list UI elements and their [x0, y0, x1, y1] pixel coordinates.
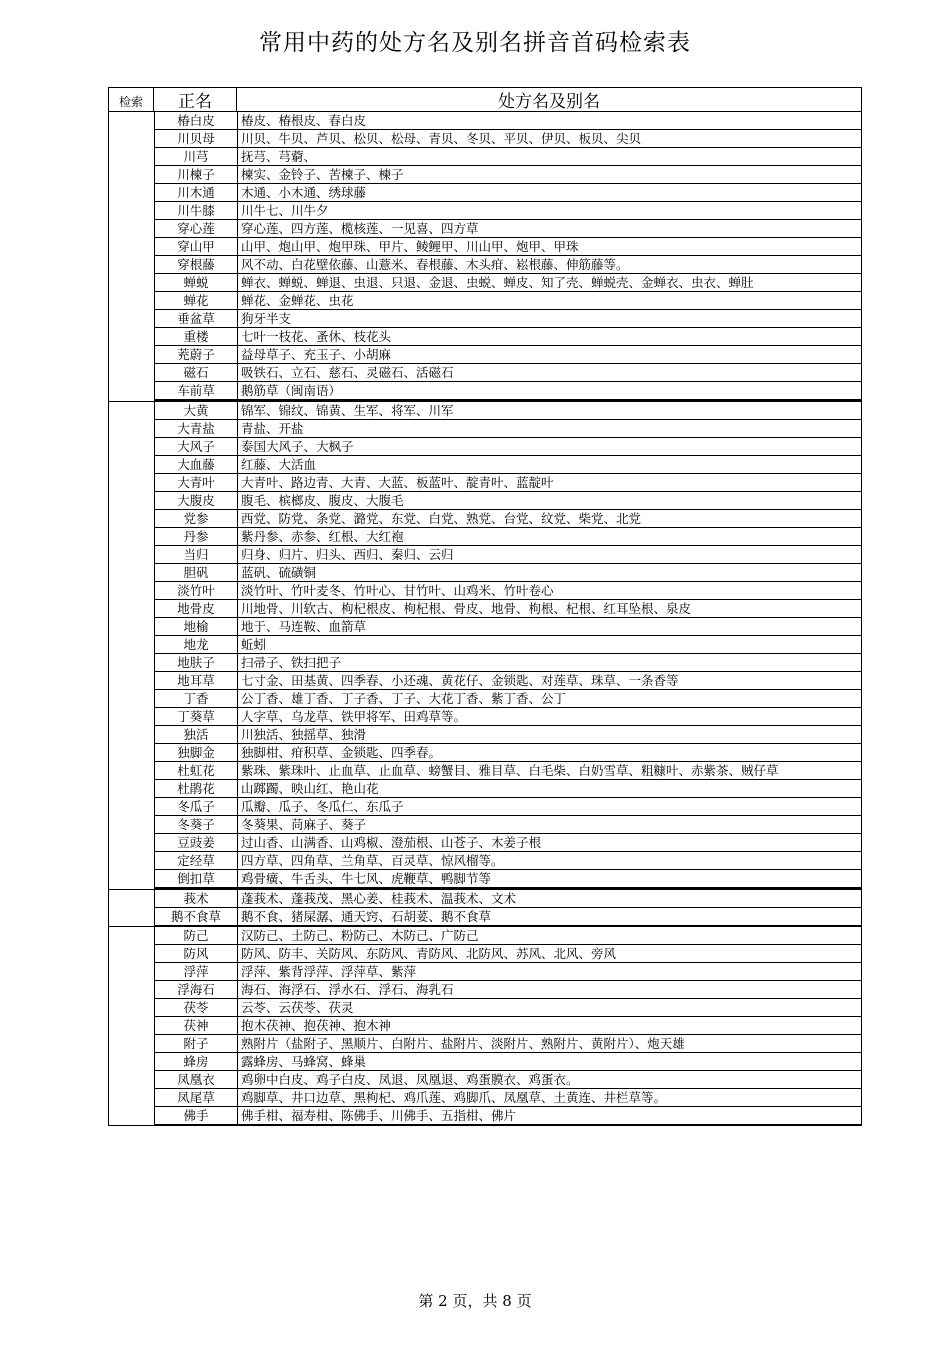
herb-aliases: 鸡卵中白皮、鸡子白皮、凤退、凤凰退、鸡蛋膜衣、鸡蛋衣。 [241, 1072, 579, 1087]
table-row [155, 762, 861, 780]
herb-name: 地骨皮 [155, 600, 238, 617]
herb-name: 穿根藤 [155, 256, 238, 273]
herb-aliases: 浮萍、紫背浮萍、浮萍草、紫萍 [241, 964, 417, 979]
herb-name: 倒扣草 [155, 870, 238, 887]
table-row [155, 636, 861, 654]
herb-aliases: 抱木茯神、抱茯神、抱木神 [241, 1018, 392, 1033]
herb-aliases: 鸡脚草、井口边草、黑枸杞、鸡爪莲、鸡脚爪、凤凰草、土黄连、井栏草等。 [241, 1090, 667, 1105]
herb-name: 川贝母 [155, 130, 238, 147]
letter-group [109, 890, 861, 927]
herb-name: 浮海石 [155, 981, 238, 998]
table-row [155, 870, 861, 888]
herb-name: 车前草 [155, 382, 238, 399]
header-index: 检索 [109, 88, 154, 111]
herb-aliases: 云苓、云茯苓、茯灵 [241, 1000, 354, 1015]
herb-name: 淡竹叶 [155, 582, 238, 599]
herb-aliases: 椿皮、椿根皮、春白皮 [241, 113, 367, 128]
group-index-cell [109, 890, 155, 926]
herb-aliases: 公丁香、雄丁香、丁子香、丁子、大花丁香、紫丁香、公丁 [241, 691, 567, 706]
herb-aliases: 独脚柑、疳积草、金锁匙、四季春。 [241, 745, 442, 760]
table-row [155, 726, 861, 744]
herb-name: 茺蔚子 [155, 346, 238, 363]
herb-name: 蝉蜕 [155, 274, 238, 291]
table-row [155, 690, 861, 708]
table-row [155, 927, 861, 945]
herb-aliases: 红藤、大活血 [241, 457, 317, 472]
table-row [155, 528, 861, 546]
herb-aliases: 海石、海浮石、浮水石、浮石、海乳石 [241, 982, 454, 997]
herb-aliases: 紫丹参、赤参、红根、大红袍 [241, 529, 404, 544]
table-row [155, 510, 861, 528]
herb-aliases: 大青叶、路边青、大青、大蓝、板蓝叶、靛青叶、蓝靛叶 [241, 475, 554, 490]
table-row [155, 890, 861, 908]
herb-aliases: 狗牙半支 [241, 311, 292, 326]
herb-aliases: 山甲、炮山甲、炮甲珠、甲片、鲮鲤甲、川山甲、炮甲、甲珠 [241, 239, 579, 254]
table-row [155, 1107, 861, 1125]
table-row [155, 310, 861, 328]
herb-name: 佛手 [155, 1107, 238, 1124]
herb-aliases: 地于、马连鞍、血箭草 [241, 619, 367, 634]
table-row [155, 274, 861, 292]
table-row [155, 834, 861, 852]
table-row [155, 112, 861, 130]
table-row [155, 708, 861, 726]
group-index-cell [109, 402, 155, 889]
herb-name: 茯苓 [155, 999, 238, 1016]
herb-name: 大血藤 [155, 456, 238, 473]
table-row [155, 148, 861, 166]
herb-aliases: 四方草、四角草、兰角草、百灵草、惊风榴等。 [241, 853, 504, 868]
herb-name: 茯神 [155, 1017, 238, 1034]
herb-aliases: 七寸金、田基黄、四季春、小还魂、黄花仔、金锁匙、对莲草、珠草、一条香等 [241, 673, 679, 688]
table-row [155, 888, 861, 889]
herb-aliases: 益母草子、充玉子、小胡麻 [241, 347, 392, 362]
herb-aliases: 蚯蚓 [241, 637, 267, 652]
herb-name: 重楼 [155, 328, 238, 345]
herb-name: 附子 [155, 1035, 238, 1052]
herb-name: 大青盐 [155, 420, 238, 437]
herb-name: 地龙 [155, 636, 238, 653]
herb-name: 地耳草 [155, 672, 238, 689]
herb-name: 大风子 [155, 438, 238, 455]
header-alias: 处方名及别名 [498, 92, 600, 112]
group-index-cell [109, 927, 155, 1125]
herb-name: 豆豉姜 [155, 834, 238, 851]
herb-name: 当归 [155, 546, 238, 563]
herb-name: 大青叶 [155, 474, 238, 491]
page-title: 常用中药的处方名及别名拼音首码检索表 [259, 30, 691, 56]
herb-name: 冬瓜子 [155, 798, 238, 815]
herb-aliases: 蓝矾、硫磺铜 [241, 565, 317, 580]
header-name: 正名 [154, 88, 237, 111]
page-footer: 第 2 页，共 8 页 [418, 1292, 532, 1310]
herb-aliases: 泰国大风子、大枫子 [241, 439, 354, 454]
table-row [155, 798, 861, 816]
herb-aliases: 佛手柑、福寿柑、陈佛手、川佛手、五指柑、佛片 [241, 1108, 517, 1123]
herb-aliases: 鹅筋草（闽南语） [241, 383, 342, 398]
table-body [109, 112, 861, 1125]
herb-name: 川牛膝 [155, 202, 238, 219]
herb-aliases: 露蜂房、马蜂窝、蜂巢 [241, 1054, 367, 1069]
table-row [155, 382, 861, 400]
herb-name: 地肤子 [155, 654, 238, 671]
letter-group [109, 112, 861, 402]
herb-aliases: 蝉花、金蝉花、虫花 [241, 293, 354, 308]
herb-aliases: 青盐、开盐 [241, 421, 304, 436]
table-row [155, 400, 861, 401]
table-row [155, 256, 861, 274]
table-header [109, 88, 861, 112]
herb-name: 浮萍 [155, 963, 238, 980]
table-row [155, 564, 861, 582]
herb-aliases: 蝉衣、蝉蜕、蝉退、虫退、只退、金退、虫蜕、蝉皮、知了壳、蝉蜕壳、金蝉衣、虫衣、蝉肚 [241, 275, 754, 290]
herb-name: 蜂房 [155, 1053, 238, 1070]
herb-name: 蝉花 [155, 292, 238, 309]
herb-aliases: 楝实、金铃子、苦楝子、楝子 [241, 167, 404, 182]
table-row [155, 582, 861, 600]
herb-aliases: 紫珠、紫珠叶、止血草、止血草、螃蟹目、雅目草、白毛柴、白奶雪草、粗糠叶、赤紫茶、贼仔草 [241, 763, 779, 778]
table-row [155, 166, 861, 184]
herb-aliases: 川地骨、川软古、枸杞根皮、枸杞根、骨皮、地骨、枸根、杞根、红耳坠根、泉皮 [241, 601, 692, 616]
table-row [155, 438, 861, 456]
table-row [155, 618, 861, 636]
herb-name: 凤凰衣 [155, 1071, 238, 1088]
herb-aliases: 川牛七、川牛夕 [241, 203, 329, 218]
herb-name: 丁香 [155, 690, 238, 707]
herb-aliases: 风不动、白花壁依藤、山薏米、春根藤、木头疳、崧根藤、伸筋藤等。 [241, 257, 629, 272]
herb-name: 穿山甲 [155, 238, 238, 255]
herb-aliases: 川独活、独摇草、独滑 [241, 727, 367, 742]
table-row [155, 816, 861, 834]
table-row [155, 292, 861, 310]
table-row [155, 780, 861, 798]
table-row [155, 220, 861, 238]
table-row [155, 474, 861, 492]
herb-aliases: 扫帚子、铁扫把子 [241, 655, 342, 670]
herb-name: 防风 [155, 945, 238, 962]
letter-group [109, 927, 861, 1125]
herb-aliases: 抚芎、芎藭、 [241, 149, 317, 164]
herb-name: 川芎 [155, 148, 238, 165]
herb-name: 穿心莲 [155, 220, 238, 237]
herb-aliases: 过山香、山满香、山鸡椒、澄茄根、山苍子、木姜子根 [241, 835, 542, 850]
herb-name: 川木通 [155, 184, 238, 201]
table-row [155, 1071, 861, 1089]
index-table [108, 87, 862, 1126]
table-row [155, 963, 861, 981]
herb-name: 大黄 [155, 402, 238, 419]
group-index-cell [109, 112, 155, 401]
herb-aliases: 鸡骨癀、牛舌头、牛七风、虎鞭草、鸭脚节等 [241, 871, 492, 886]
table-row [155, 546, 861, 564]
table-row [155, 456, 861, 474]
herb-aliases: 山踯躅、映山红、艳山花 [241, 781, 379, 796]
table-row [155, 1017, 861, 1035]
table-row [155, 1089, 861, 1107]
table-row [155, 654, 861, 672]
herb-name: 莪术 [155, 890, 238, 907]
table-row [155, 672, 861, 690]
herb-aliases: 锦军、锦纹、锦黄、生军、将军、川军 [241, 403, 454, 418]
herb-aliases: 防风、防丰、关防风、东防风、青防风、北防风、苏风、北风、旁风 [241, 946, 617, 961]
table-row [155, 202, 861, 220]
table-row [155, 130, 861, 148]
herb-name: 胆矾 [155, 564, 238, 581]
herb-aliases: 冬葵果、苘麻子、葵子 [241, 817, 367, 832]
table-row [155, 492, 861, 510]
table-row [155, 945, 861, 963]
herb-name: 防己 [155, 927, 238, 944]
herb-name: 独活 [155, 726, 238, 743]
herb-name: 川楝子 [155, 166, 238, 183]
herb-aliases: 西党、防党、条党、潞党、东党、白党、熟党、台党、纹党、柴党、北党 [241, 511, 642, 526]
herb-aliases: 淡竹叶、竹叶麦冬、竹叶心、甘竹叶、山鸡米、竹叶卷心 [241, 583, 554, 598]
herb-name: 丹参 [155, 528, 238, 545]
herb-aliases: 七叶一枝花、蚤休、枝花头 [241, 329, 392, 344]
table-row [155, 346, 861, 364]
herb-aliases: 汉防己、土防己、粉防己、木防己、广防己 [241, 928, 479, 943]
herb-name: 党参 [155, 510, 238, 527]
herb-name: 杜鹃花 [155, 780, 238, 797]
table-row [155, 999, 861, 1017]
herb-name: 杜虹花 [155, 762, 238, 779]
herb-name: 鹅不食草 [155, 908, 238, 925]
herb-aliases: 蓬莪术、蓬莪茂、黑心姜、桂莪术、温莪术、文术 [241, 891, 517, 906]
table-row [155, 420, 861, 438]
herb-name: 地榆 [155, 618, 238, 635]
herb-aliases: 川贝、牛贝、芦贝、松贝、松母、青贝、冬贝、平贝、伊贝、板贝、尖贝 [241, 131, 642, 146]
table-row [155, 238, 861, 256]
herb-aliases: 穿心莲、四方莲、榄核莲、一见喜、四方草 [241, 221, 479, 236]
table-row [155, 1053, 861, 1071]
table-row [155, 852, 861, 870]
table-row [155, 402, 861, 420]
herb-name: 大腹皮 [155, 492, 238, 509]
letter-group [109, 402, 861, 890]
herb-aliases: 吸铁石、立石、慈石、灵磁石、活磁石 [241, 365, 454, 380]
table-row [155, 744, 861, 762]
herb-aliases: 腹毛、槟榔皮、腹皮、大腹毛 [241, 493, 404, 508]
table-row [155, 184, 861, 202]
herb-aliases: 熟附片（盐附子、黑顺片、白附片、盐附片、淡附片、熟附片、黄附片）、炮天雄 [241, 1036, 685, 1051]
herb-aliases: 鹅不食、猪屎潺、通天窍、石胡荽、鹅不食草 [241, 909, 492, 924]
table-row [155, 1035, 861, 1053]
table-row [155, 328, 861, 346]
herb-name: 凤尾草 [155, 1089, 238, 1106]
herb-name: 丁葵草 [155, 708, 238, 725]
table-row [155, 908, 861, 926]
herb-aliases: 瓜瓣、瓜子、冬瓜仁、东瓜子 [241, 799, 404, 814]
table-row [155, 600, 861, 618]
herb-name: 磁石 [155, 364, 238, 381]
herb-name: 定经草 [155, 852, 238, 869]
herb-aliases: 人字草、乌龙草、铁甲将军、田鸡草等。 [241, 709, 467, 724]
table-row [155, 364, 861, 382]
herb-name: 椿白皮 [155, 112, 238, 129]
herb-aliases: 归身、归片、归头、西归、秦归、云归 [241, 547, 454, 562]
herb-name: 独脚金 [155, 744, 238, 761]
herb-name: 垂盆草 [155, 310, 238, 327]
herb-name: 冬葵子 [155, 816, 238, 833]
table-row [155, 981, 861, 999]
herb-aliases: 木通、小木通、绣球藤 [241, 185, 367, 200]
